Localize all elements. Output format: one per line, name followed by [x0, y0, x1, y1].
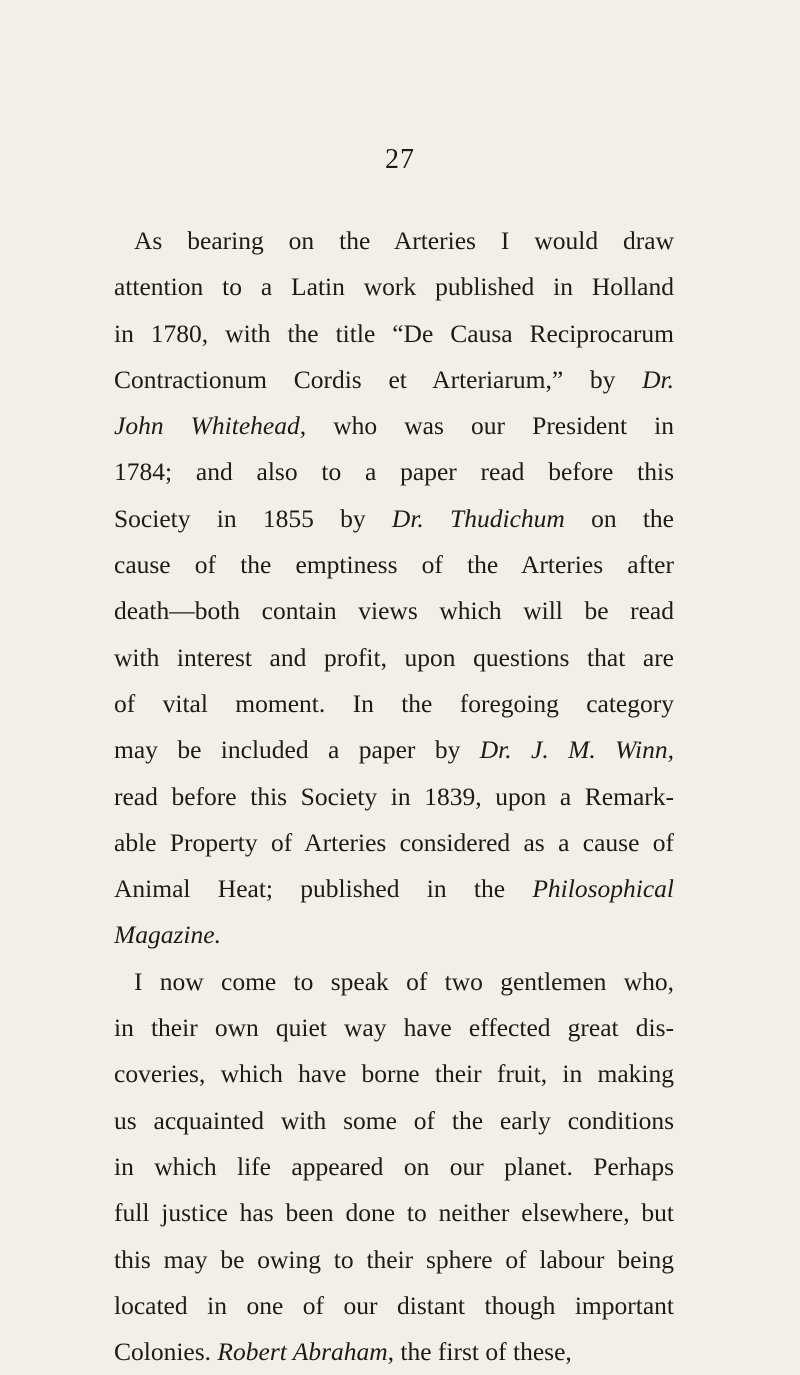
text-line	[114, 866, 674, 912]
text-line	[114, 959, 674, 1005]
text-run: the first of these,	[394, 1337, 572, 1367]
text-line	[114, 1190, 674, 1236]
text-line	[114, 588, 674, 634]
text-line	[114, 357, 674, 403]
italic-text-run: Dr. Thudichum	[391, 503, 565, 533]
text-line	[114, 218, 674, 264]
text-line	[114, 1144, 674, 1190]
text-line	[114, 1051, 674, 1097]
text-run: in 1780, with the title “De Causa Reciprocarum	[114, 318, 674, 348]
text-run: of vital moment. In the foregoing category	[114, 688, 674, 718]
text-run: who was our President in	[306, 411, 674, 441]
text-line	[114, 1283, 674, 1329]
italic-text-run: Dr.	[642, 364, 674, 394]
text-run: Colonies.	[114, 1337, 218, 1367]
text-run: read before this Society in 1839, upon a Remark-	[114, 781, 674, 811]
text-line	[114, 727, 674, 773]
text-line	[114, 403, 674, 449]
text-line	[114, 1005, 674, 1051]
text-line	[114, 449, 674, 495]
text-run: cause of the emptiness of the Arteries after	[114, 550, 674, 580]
text-run: coveries, which have borne their fruit, in making	[114, 1059, 674, 1089]
text-line	[114, 912, 674, 958]
italic-text-run: Magazine.	[114, 920, 221, 950]
page-number: 27	[385, 144, 415, 175]
italic-text-run: Dr. J. M. Winn,	[479, 735, 674, 765]
text-run: full justice has been done to neither elsewhere, but	[114, 1198, 674, 1228]
text-run: in their own quiet way have effected great dis-	[114, 1013, 674, 1043]
body-text	[114, 218, 674, 1375]
text-line	[114, 774, 674, 820]
text-line	[114, 1329, 674, 1375]
text-run: I now come to speak of two gentlemen who,	[134, 966, 674, 996]
text-run: attention to a Latin work published in Holland	[114, 272, 674, 302]
text-run: on the	[564, 503, 675, 533]
text-run: us acquainted with some of the early conditions	[114, 1105, 674, 1135]
text-line	[114, 1237, 674, 1283]
text-line	[114, 264, 674, 310]
text-run: death—both contain views which will be read	[114, 596, 674, 626]
text-run: Society in 1855 by	[114, 503, 392, 533]
italic-text-run: Robert Abraham,	[217, 1337, 395, 1367]
text-run: with interest and profit, upon questions that are	[114, 642, 674, 672]
text-line	[114, 496, 674, 542]
text-run: able Property of Arteries considered as a cause of	[114, 827, 674, 857]
text-run: As bearing on the Arteries I would draw	[134, 226, 674, 255]
text-run: Animal Heat; published in the	[114, 874, 533, 904]
italic-text-run: Philosophical	[532, 874, 674, 904]
text-line	[114, 311, 674, 357]
text-run: located in one of our distant though important	[114, 1290, 674, 1320]
text-run: in which life appeared on our planet. Perhaps	[114, 1151, 674, 1181]
text-run: Contractionum Cordis et Arteriarum,” by	[114, 364, 643, 394]
text-line	[114, 681, 674, 727]
italic-text-run: John Whitehead,	[114, 411, 307, 441]
text-line	[114, 820, 674, 866]
text-line	[114, 542, 674, 588]
text-line	[114, 635, 674, 681]
text-run: this may be owing to their sphere of labour being	[114, 1244, 674, 1274]
text-line	[114, 1098, 674, 1144]
text-run: may be included a paper by	[114, 735, 480, 765]
text-run: 1784; and also to a paper read before this	[114, 457, 674, 487]
